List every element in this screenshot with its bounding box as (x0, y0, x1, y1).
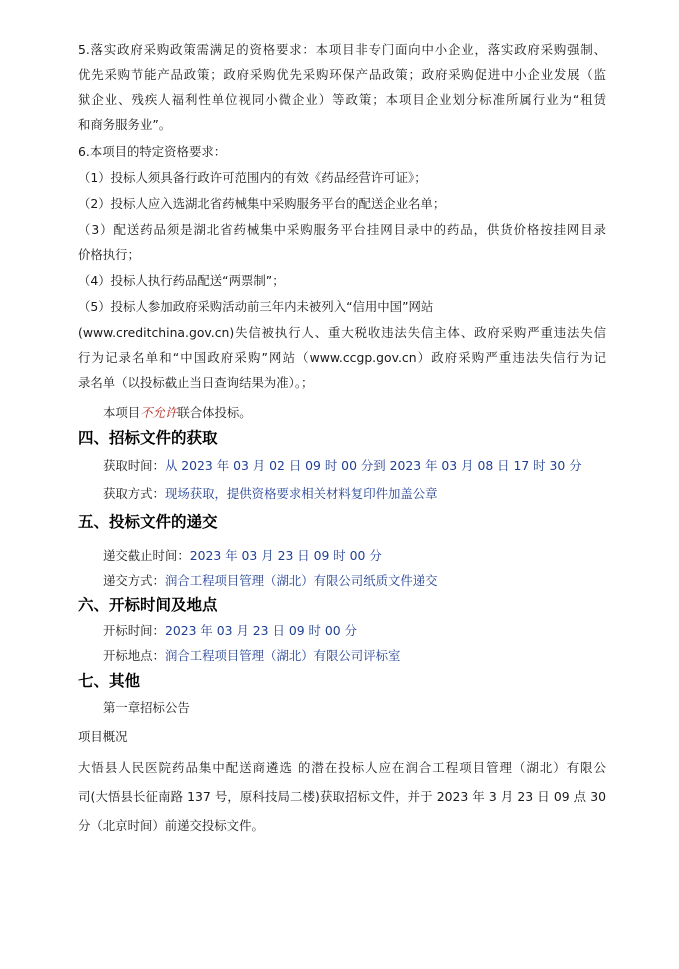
s4-time-label: 获取时间： (103, 458, 165, 473)
s5-deadline-value: 2023 年 03 月 23 日 09 时 00 分 (189, 548, 382, 563)
s6-time-label: 开标时间： (103, 623, 165, 638)
section-7-heading: 七、其他 (78, 672, 141, 690)
p6-item-1: （1）投标人须具备行政许可范围内的有效《药品经营许可证》； (78, 170, 427, 185)
s6-time-value: 2023 年 03 月 23 日 09 时 00 分 (164, 623, 357, 638)
joint-prefix: 本项目 (103, 405, 141, 420)
s7-chapter-title: 第一章招标公告 (103, 700, 190, 715)
s6-place-value: 润合工程项目管理（湖北）有限公司评标室 (164, 648, 401, 663)
joint-suffix: 联合体投标。 (177, 405, 252, 420)
s7-overview-line-1: 大悟县人民医院药品集中配送商遴选 的潜在投标人应在润合工程项目管理（湖北）有限公 (78, 760, 606, 775)
p6-title: 6.本项目的特定资格要求： (78, 144, 227, 159)
p6-item-3-line-2: 价格执行； (78, 247, 140, 262)
s6-time (103, 623, 357, 639)
s7-overview-line-2: 司(大悟县长征南路 137 号，原科技局二楼)获取招标文件，并于 2023 年 3 月 23 日 09 点 30 (78, 789, 606, 804)
section-5-heading: 五、投标文件的递交 (78, 513, 218, 531)
p6-item-5-line-2: (www.creditchina.gov.cn)失信被执行人、重大税收违法失信主体、政府采购严重违法失信 (78, 325, 606, 340)
joint-emphasis: 不允许 (140, 405, 178, 420)
p6-item-5-line-4: 录名单（以投标截止当日查询结果为准）。； (78, 375, 314, 390)
p5-line-1: 5.落实政府采购政策需满足的资格要求：本项目非专门面向中小企业，落实政府采购强制、 (78, 42, 606, 57)
p5-line-4: 和商务服务业”。 (78, 117, 172, 132)
s4-method-label: 获取方式： (103, 486, 165, 501)
p6-item-2: （2）投标人应入选湖北省药械集中采购服务平台的配送企业名单； (78, 196, 446, 211)
section-6-heading: 六、开标时间及地点 (78, 596, 218, 614)
s4-method-value: 现场获取，提供资格要求相关材料复印件加盖公章 (164, 486, 438, 501)
p6-item-3-line-1: （3）配送药品须是湖北省药械集中采购服务平台挂网目录中的药品，供货价格按挂网目录 (78, 222, 606, 237)
s5-method-label: 递交方式： (103, 573, 165, 588)
s4-method (103, 486, 438, 502)
p5-line-2: 优先采购节能产品政策；政府采购优先采购环保产品政策；政府采购促进中小企业发展（监 (78, 67, 606, 82)
s6-place (103, 648, 400, 664)
s7-overview-label: 项目概况 (78, 729, 128, 744)
p6-item-5-line-1: （5）投标人参加政府采购活动前三年内未被列入“信用中国”网站 (78, 299, 434, 314)
s4-time-value: 从 2023 年 03 月 02 日 09 时 00 分到 2023 年 03 月 08 日 17 时 30 分 (164, 458, 582, 473)
joint-bid-statement (103, 405, 252, 421)
s4-time (103, 458, 582, 474)
s6-place-label: 开标地点： (103, 648, 165, 663)
section-4-heading: 四、招标文件的获取 (78, 429, 218, 447)
s5-deadline (103, 548, 382, 564)
s7-overview-line-3: 分（北京时间）前递交投标文件。 (78, 818, 264, 833)
p6-item-5-line-3: 行为记录名单和“中国政府采购”网站（www.ccgp.gov.cn）政府采购严重违法失信行为记 (78, 350, 606, 365)
s5-method-value: 润合工程项目管理（湖北）有限公司纸质文件递交 (164, 573, 438, 588)
s5-method (103, 573, 438, 589)
p5-line-3: 狱企业、残疾人福利性单位视同小微企业）等政策；本项目企业划分标准所属行业为“租赁 (78, 92, 606, 107)
s5-deadline-label: 递交截止时间： (103, 548, 190, 563)
p6-item-4: （4）投标人执行药品配送“两票制”； (78, 273, 285, 288)
